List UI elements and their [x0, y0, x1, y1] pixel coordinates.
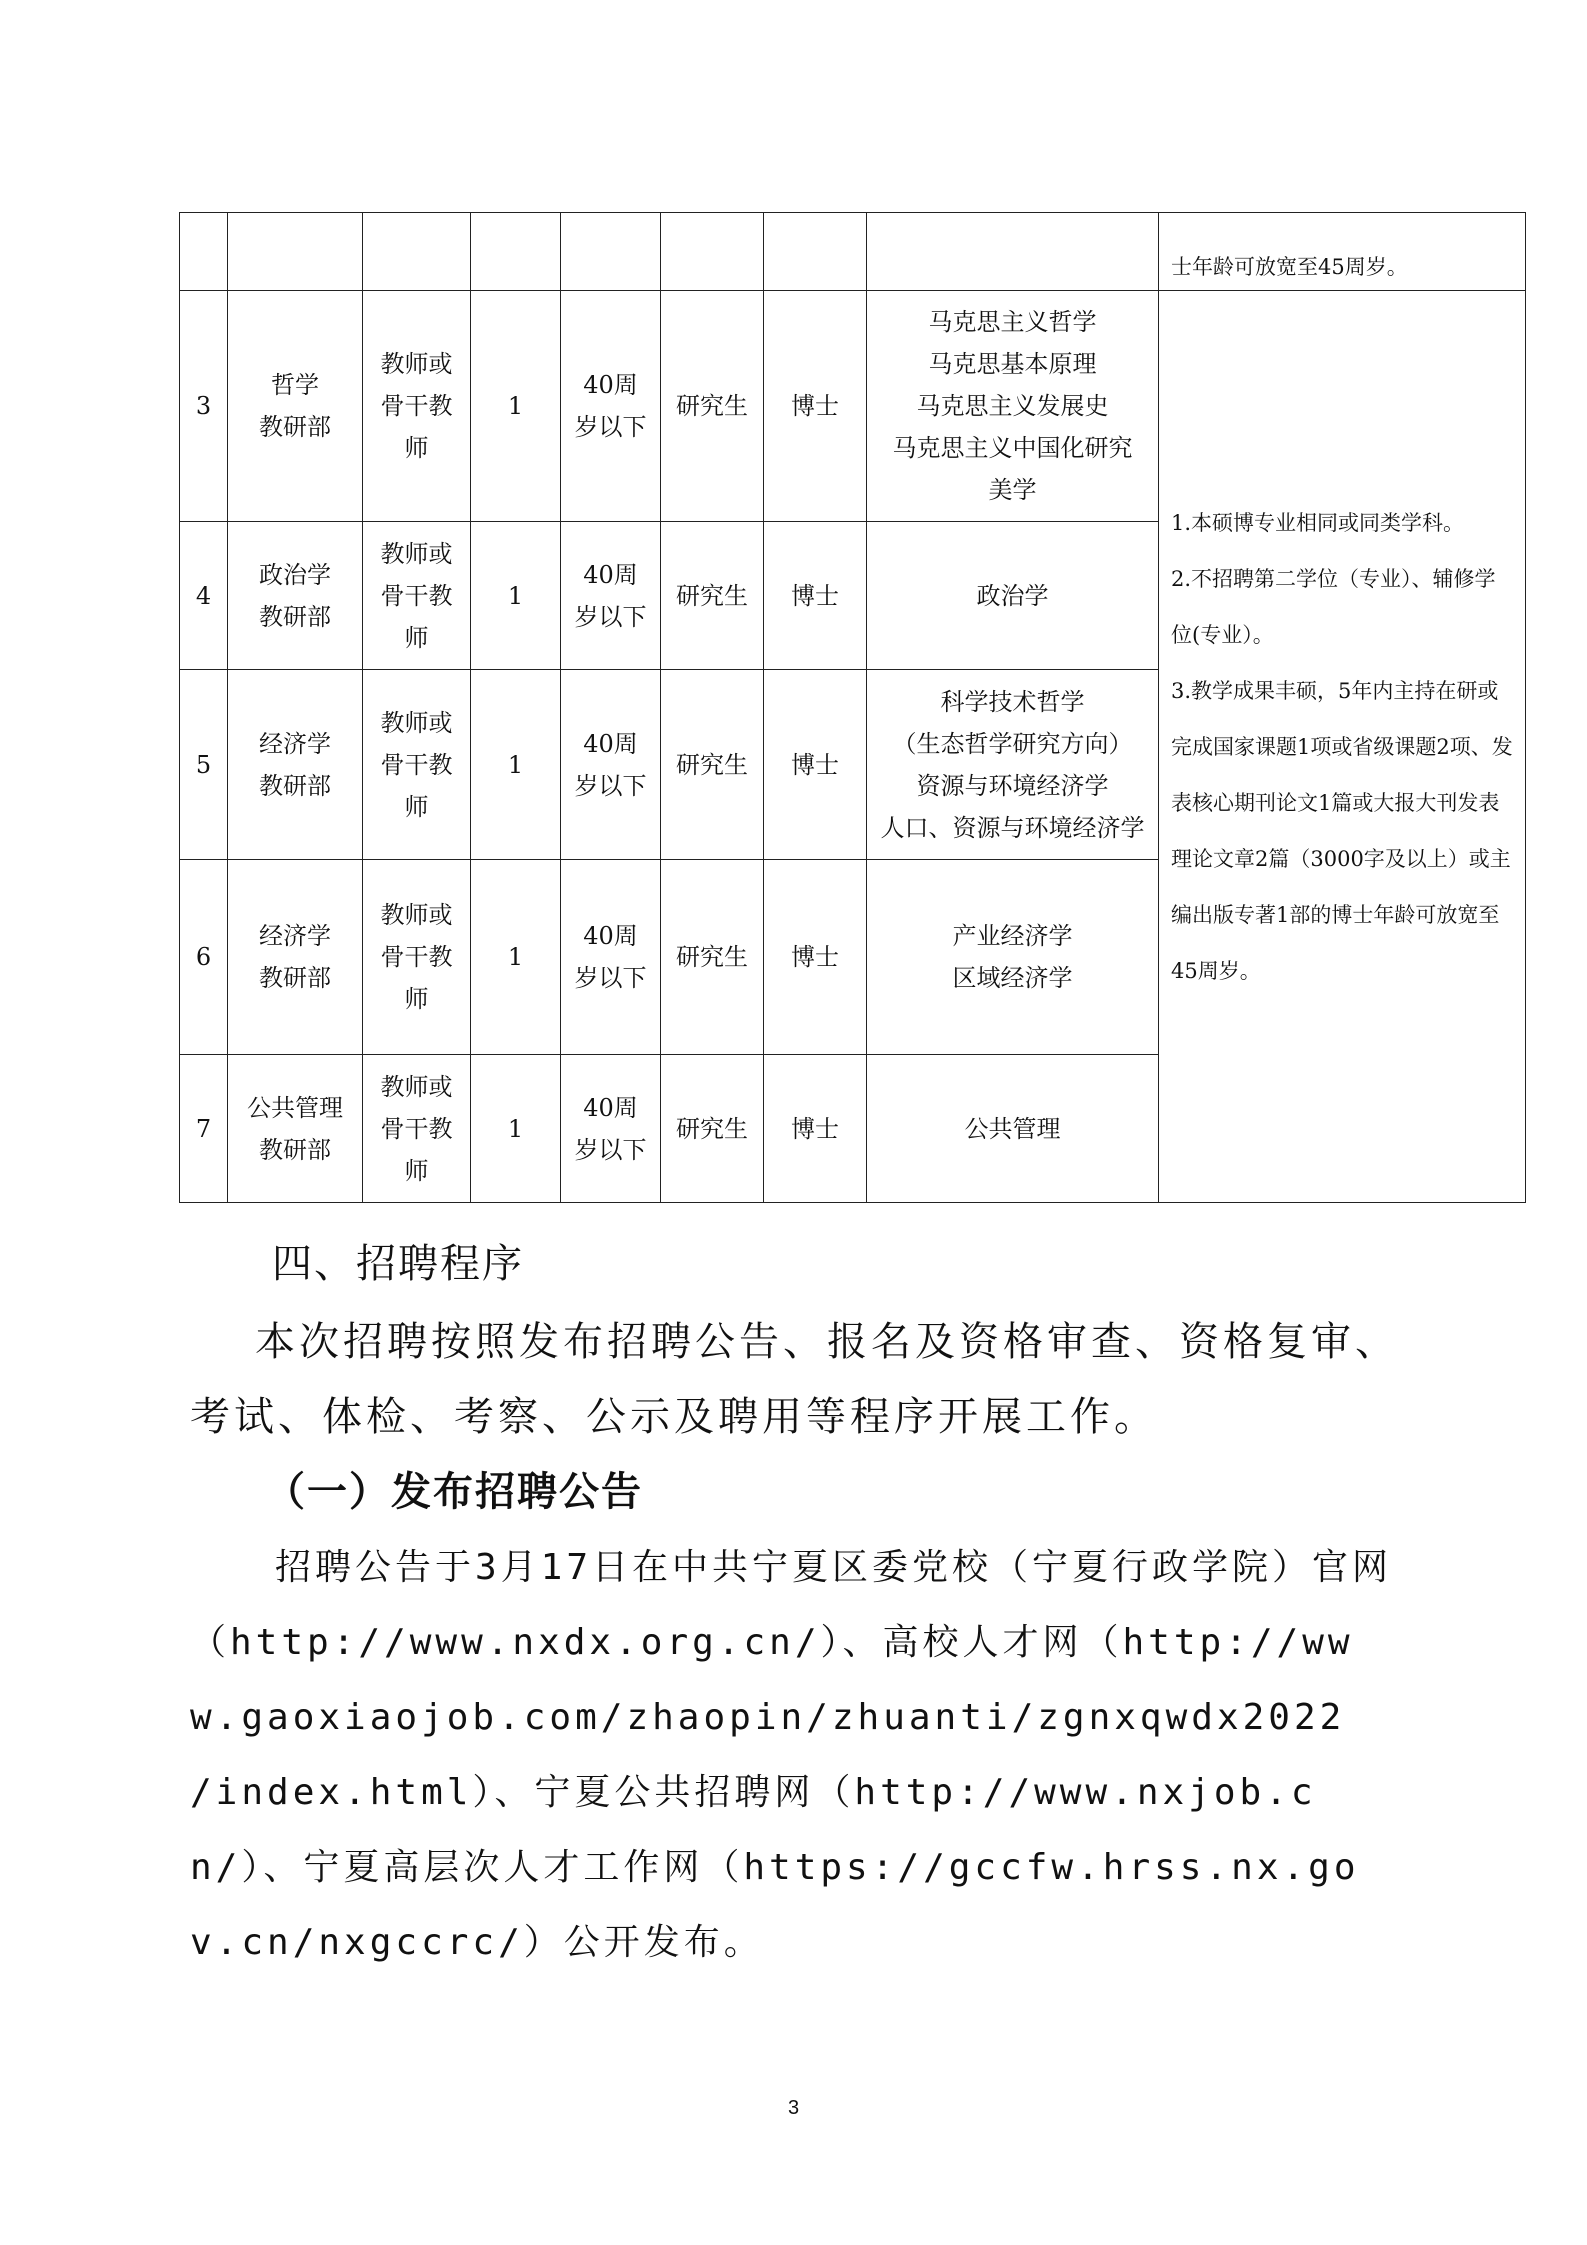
major-cell: 科学技术哲学 （生态哲学研究方向） 资源与环境经济学 人口、资源与环境经济学 [867, 670, 1159, 860]
table-row [180, 213, 1526, 291]
position-type-cell: 教师或 骨干教 师 [363, 670, 471, 860]
age-cell: 40周 岁以下 [561, 670, 661, 860]
announcement-text-b: /index.html）、宁夏公共招聘网（http://www.nxjob.cn/）、宁夏高层次人才工作网（https://gccfw.hrss.nx.gov.cn/nxgccrc/）公开发布。 [190, 1772, 1360, 1963]
requirements-note: 1.本硕博专业相同或同类学科。 2.不招聘第二学位（专业）、辅修学位(专业）。 3.教学成果丰硕，5年内主持在研或完成国家课题1项或省级课题2项、发表核心期刊论文1篇或大报大刊发表理论文章2篇（3000字及以上）或主编出版专著1部的博士年龄可放宽至45周岁。 [1159, 291, 1526, 1203]
degree-cell: 博士 [764, 860, 867, 1055]
position-type-cell: 教师或 骨干教 师 [363, 522, 471, 670]
major-cell: 马克思主义哲学 马克思基本原理 马克思主义发展史 马克思主义中国化研究 美学 [867, 291, 1159, 522]
row-number: 7 [180, 1055, 228, 1203]
age-cell: 40周 岁以下 [561, 291, 661, 522]
degree-cell: 博士 [764, 522, 867, 670]
dept-cell: 经济学 教研部 [228, 670, 363, 860]
count-cell: 1 [471, 522, 561, 670]
row-number: 5 [180, 670, 228, 860]
position-type-cell: 教师或 骨干教 师 [363, 860, 471, 1055]
position-type-cell: 教师或 骨干教 师 [363, 1055, 471, 1203]
major-cell: 公共管理 [867, 1055, 1159, 1203]
age-cell: 40周 岁以下 [561, 860, 661, 1055]
row-number: 6 [180, 860, 228, 1055]
section-intro: 本次招聘按照发布招聘公告、报名及资格审查、资格复审、考试、体检、考察、公示及聘用等程序开展工作。 [190, 1319, 1399, 1440]
education-cell: 研究生 [661, 670, 764, 860]
count-cell: 1 [471, 670, 561, 860]
education-cell: 研究生 [661, 860, 764, 1055]
education-cell: 研究生 [661, 522, 764, 670]
count-cell: 1 [471, 291, 561, 522]
row-number: 3 [180, 291, 228, 522]
dept-cell: 公共管理 教研部 [228, 1055, 363, 1203]
recruitment-table [179, 212, 1526, 1203]
position-type-cell: 教师或 骨干教 师 [363, 291, 471, 522]
degree-cell: 博士 [764, 291, 867, 522]
major-cell: 产业经济学 区域经济学 [867, 860, 1159, 1055]
dept-cell: 经济学 教研部 [228, 860, 363, 1055]
page-number: 3 [787, 2097, 800, 2119]
table-row [180, 291, 1526, 522]
dept-cell: 哲学 教研部 [228, 291, 363, 522]
section-heading: 四、招聘程序 [272, 1241, 524, 1287]
degree-cell: 博士 [764, 1055, 867, 1203]
age-cell: 40周 岁以下 [561, 1055, 661, 1203]
dept-cell: 政治学 教研部 [228, 522, 363, 670]
row-number: 4 [180, 522, 228, 670]
subsection-heading: （一）发布招聘公告 [265, 1468, 643, 1515]
degree-cell: 博士 [764, 670, 867, 860]
education-cell: 研究生 [661, 1055, 764, 1203]
announcement-text-a: 招聘公告于3月17日在中共宁夏区委党校（宁夏行政学院）官网（http://www.nxdx.org.cn/）、高校人才网（http://www.gaoxiaojob.com/zhaopin/zhuanti/zgnxqwdx2022 [190, 1547, 1393, 1738]
age-cell: 40周 岁以下 [561, 522, 661, 670]
education-cell: 研究生 [661, 291, 764, 522]
count-cell: 1 [471, 1055, 561, 1203]
top-note: 士年龄可放宽至45周岁。 [1159, 213, 1526, 291]
major-cell: 政治学 [867, 522, 1159, 670]
count-cell: 1 [471, 860, 561, 1055]
